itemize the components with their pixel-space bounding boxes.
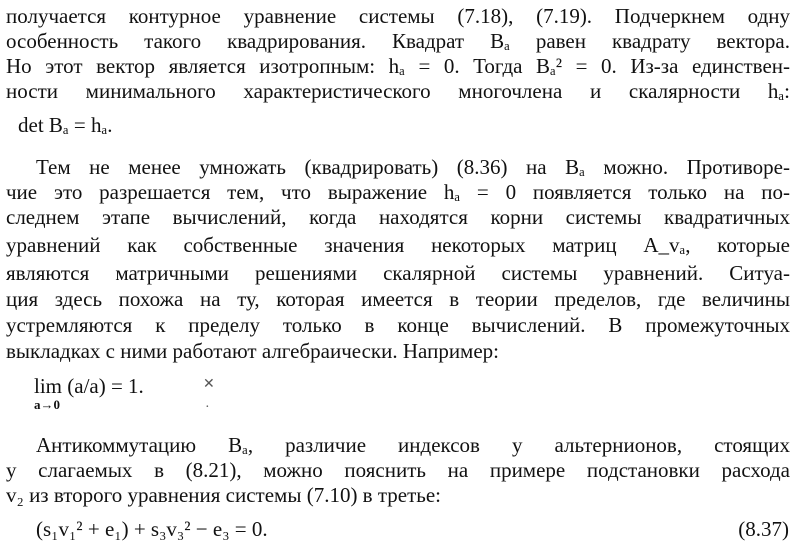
paragraph-1-line-3: Но этот вектор является изотропным: hₐ = 0. Тогда Bₐ² = 0. Из-за единствен- xyxy=(6,54,790,78)
scan-speck: · xyxy=(205,400,210,415)
paragraph-3-line-1: Антикоммутацию Bₐ, различие индексов у альтернионов, стоящих xyxy=(36,433,790,457)
paragraph-2-line-5: являются матричными решениями скалярной системы уравнений. Ситуа- xyxy=(6,261,790,285)
equation-number: (8.37) xyxy=(738,517,789,541)
paragraph-2-line-7: устремляются к пределу только в конце вычислений. В промежуточных xyxy=(6,313,790,337)
formula-8-37: (s₁v₁² + e₁) + s₃v₃² − e₃ = 0. xyxy=(36,517,268,541)
paragraph-2-line-3: следнем этапе вычислений, когда находятся корни системы квадратичных xyxy=(6,205,790,229)
paragraph-1-line-1: получается контурное уравнение системы (7.18), (7.19). Подчеркнем одну xyxy=(6,4,790,28)
paragraph-3-line-2: у слагаемых в (8.21), можно пояснить на примере подстановки расхода xyxy=(6,458,790,482)
paragraph-2-line-4: уравнений как собственные значения некоторых матриц A_vₐ, которые xyxy=(6,233,790,257)
paragraph-1-line-2: особенность такого квадрирования. Квадрат Bₐ равен квадрату вектора. xyxy=(6,29,790,53)
formula-limit: lim (a/a) = 1. xyxy=(34,374,144,398)
paragraph-2-line-6: ция здесь похожа на ту, которая имеется в теории пределов, где величины xyxy=(6,287,790,311)
paragraph-3-line-3: v₂ из второго уравнения системы (7.10) в третье: xyxy=(6,483,442,507)
scan-speck: ✕ xyxy=(203,377,215,392)
paragraph-2-line-1: Тем не менее умножать (квадрировать) (8.36) на Bₐ можно. Противоре- xyxy=(36,155,790,179)
paragraph-2-line-8: выкладках с ними работают алгебраически. Например: xyxy=(6,339,499,363)
paragraph-2-line-2: чие это разрешается тем, что выражение hₐ = 0 появляется только на по- xyxy=(6,180,790,204)
formula-det: det Bₐ = hₐ. xyxy=(18,113,113,137)
paragraph-1-line-4: ности минимального характеристического многочлена и скалярности hₐ: xyxy=(6,79,790,103)
formula-limit-subscript: a→0 xyxy=(34,397,60,412)
